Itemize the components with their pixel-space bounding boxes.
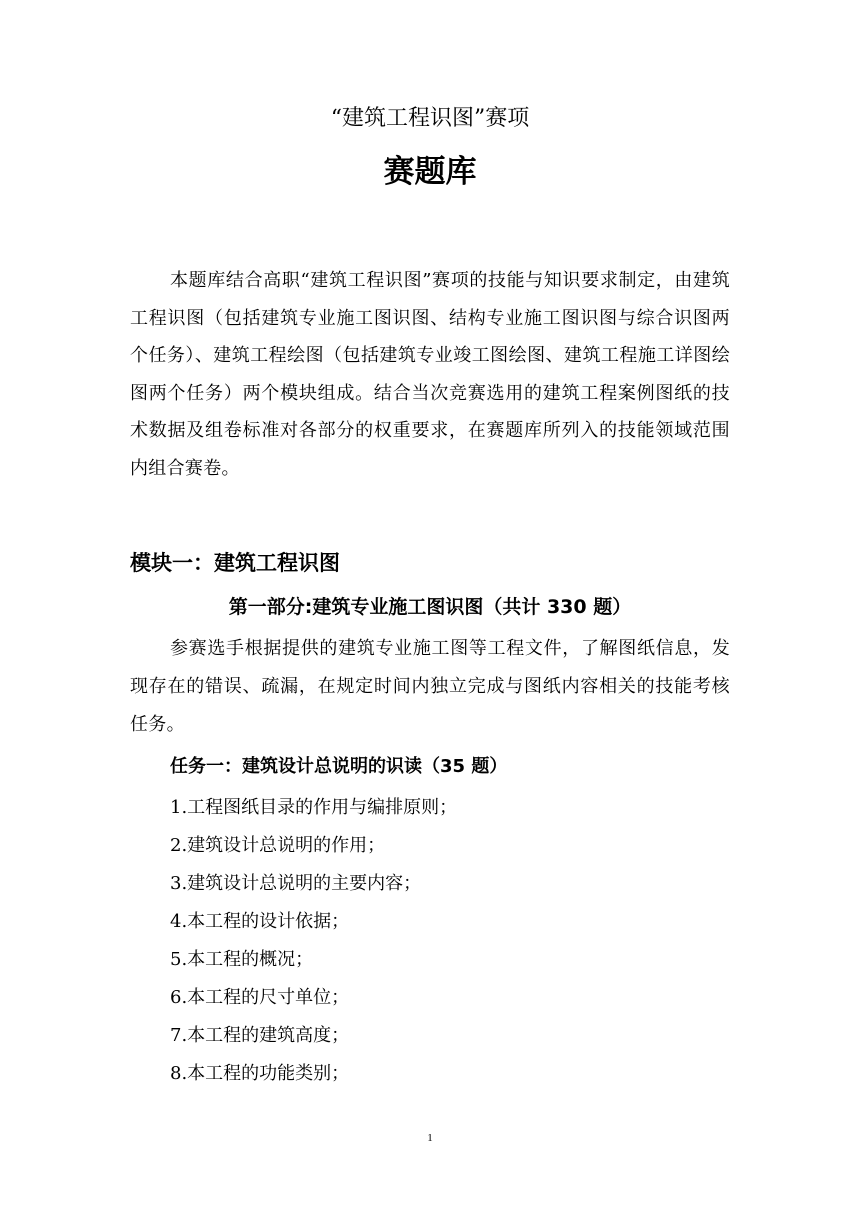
intro-paragraph: 本题库结合高职“建筑工程识图”赛项的技能与知识要求制定，由建筑工程识图（包括建筑专业施工图识图、结构专业施工图识图与综合识图两个任务）、建筑工程绘图（包括建筑专业竣工图绘图、建筑工程施工详图绘图两个任务）两个模块组成。结合当次竞赛选用的建筑工程案例图纸的技术数据及组卷标准对各部分的权重要求，在赛题库所列入的技能领域范围内组合赛卷。 <box>130 270 730 479</box>
list-item: 2.建筑设计总说明的作用； <box>170 835 386 856</box>
task-heading: 任务一：建筑设计总说明的识读（35 题） <box>170 756 508 777</box>
page-number: 1 <box>427 1132 433 1144</box>
document-subtitle: “建筑工程识图”赛项 <box>330 106 530 131</box>
list-item: 6.本工程的尺寸单位； <box>170 987 350 1008</box>
list-item: 8.本工程的功能类别； <box>170 1063 350 1084</box>
list-item: 7.本工程的建筑高度； <box>170 1025 350 1046</box>
module-heading: 模块一：建筑工程识图 <box>130 551 340 575</box>
part-description: 参赛选手根据提供的建筑专业施工图等工程文件，了解图纸信息，发现存在的错误、疏漏，在规定时间内独立完成与图纸内容相关的技能考核任务。 <box>130 638 730 735</box>
document-title: 赛题库 <box>383 154 477 190</box>
list-item: 1.工程图纸目录的作用与编排原则； <box>170 797 458 818</box>
list-item: 4.本工程的设计依据； <box>170 911 350 932</box>
list-item: 3.建筑设计总说明的主要内容； <box>170 873 422 894</box>
list-item: 5.本工程的概况； <box>170 949 314 970</box>
task-item-list <box>170 789 730 1093</box>
part-heading: 第一部分:建筑专业施工图识图（共计 330 题） <box>228 596 632 618</box>
